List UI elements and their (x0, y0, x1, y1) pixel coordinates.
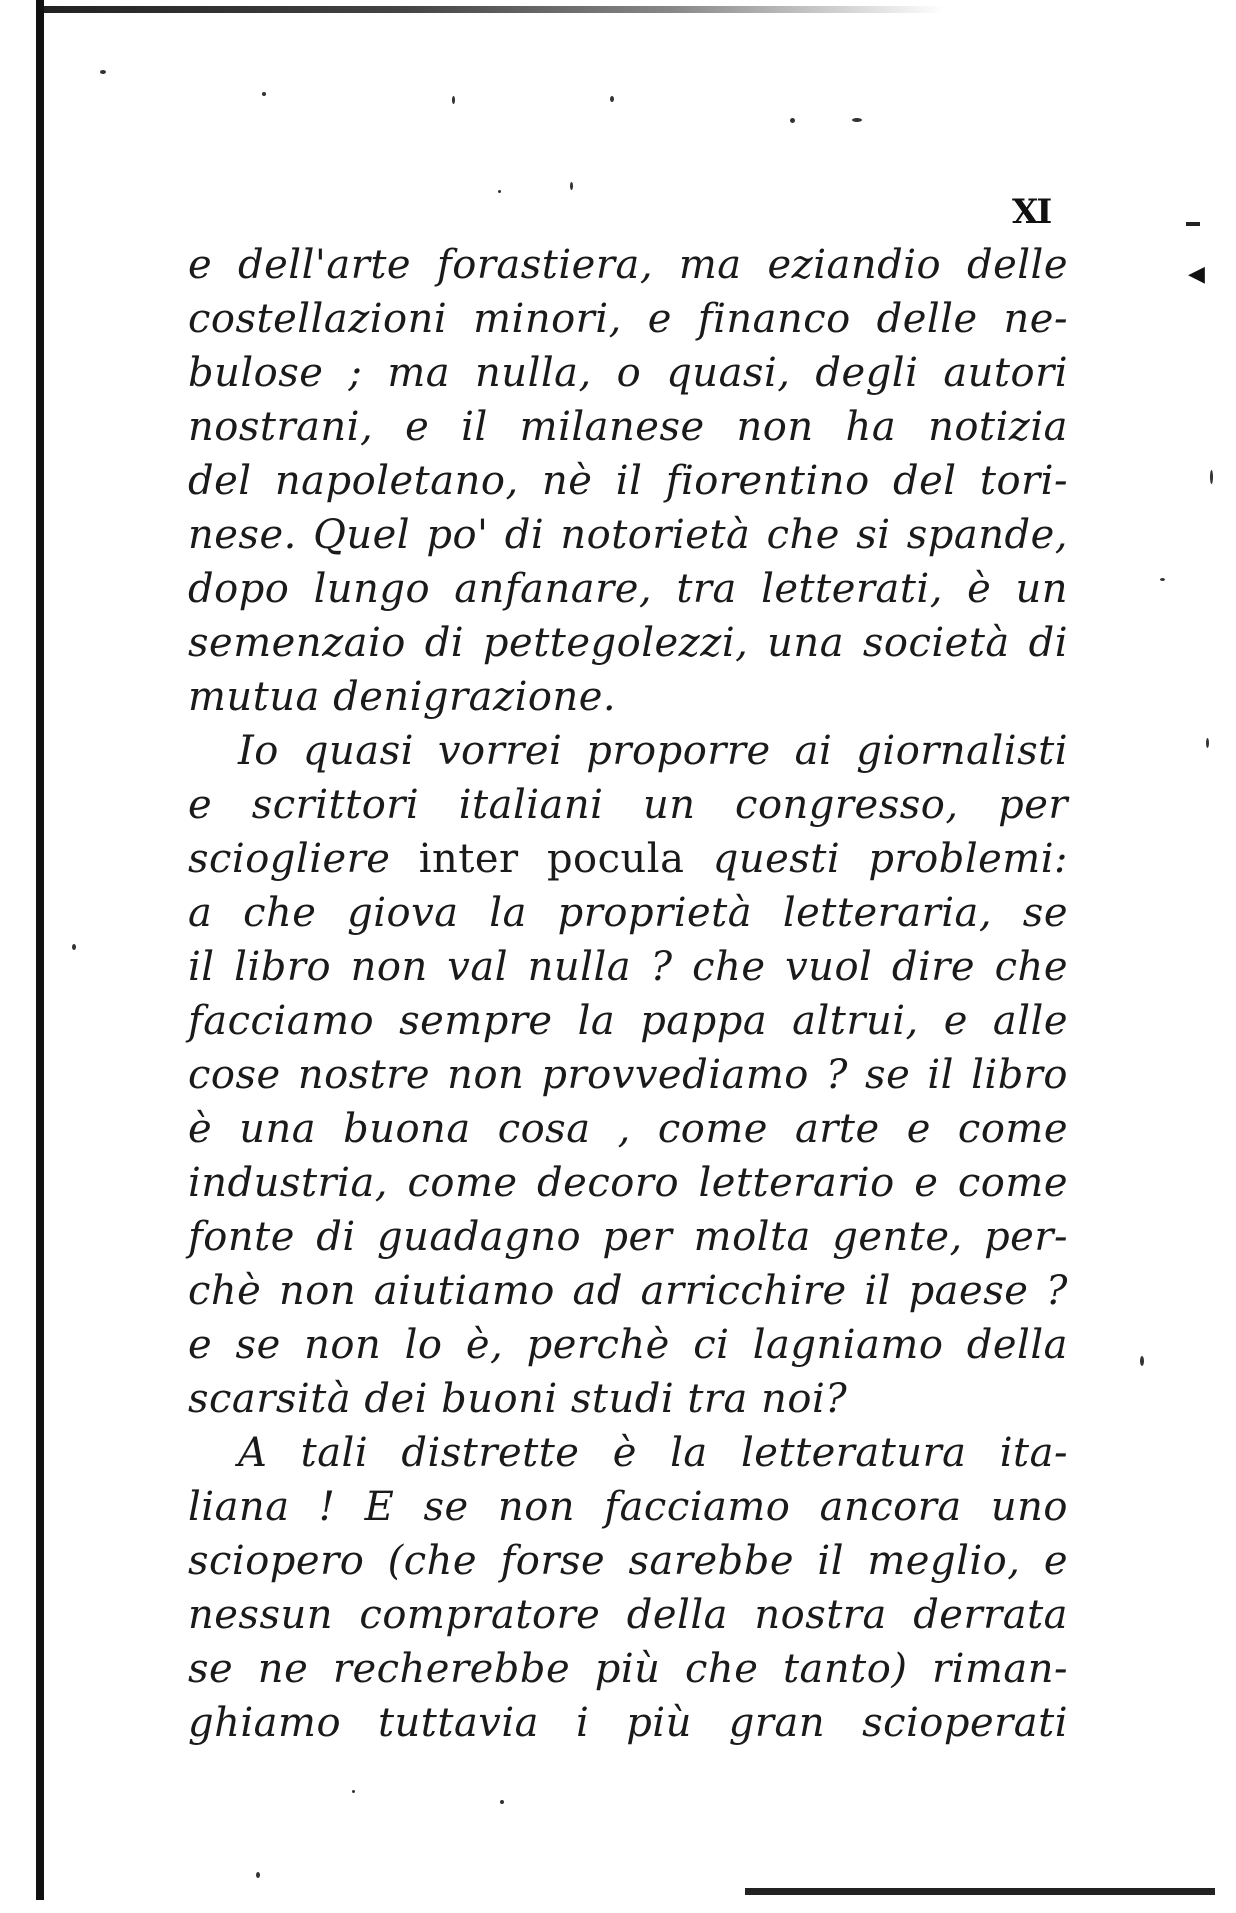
text-line: e dell'arte forastiera, ma eziandio delle (188, 242, 1068, 288)
text-line: è una buona cosa , come arte e come (188, 1106, 1068, 1152)
scan-speck (570, 182, 573, 190)
scan-speck (352, 1790, 355, 1793)
text-line: ghiamo tuttavia i più gran scioperati (188, 1700, 1068, 1746)
latin-phrase: inter pocula (418, 836, 685, 882)
scan-speck (1210, 470, 1213, 484)
text-line: a che giova la proprietà letteraria, se (188, 890, 1068, 936)
text-line: fonte di guadagno per molta gente, per- (188, 1214, 1068, 1260)
scan-speck (498, 190, 501, 193)
margin-dash (1186, 222, 1200, 226)
text-line: facciamo sempre la pappa altrui, e alle (188, 998, 1068, 1044)
text-line: cose nostre non provvediamo ? se il libro (188, 1052, 1068, 1098)
text-line: dopo lungo anfanare, tra letterati, è un (188, 566, 1068, 612)
text-line: liana ! E se non facciamo ancora uno (188, 1484, 1068, 1530)
scan-speck (1140, 1356, 1144, 1366)
text-line: il libro non val nulla ? che vuol dire che (188, 944, 1068, 990)
binding-edge (36, 0, 44, 1900)
text-line: costellazioni minori, e financo delle ne- (188, 296, 1068, 342)
text-fragment: sciogliere (188, 836, 391, 882)
text-fragment: questi problemi: (712, 836, 1068, 882)
scan-speck (610, 96, 614, 102)
body-text (188, 238, 1068, 1750)
margin-arrow-icon: ◀ (1188, 262, 1205, 287)
text-line: e scrittori italiani un congresso, per (188, 782, 1068, 828)
scan-speck (256, 1872, 260, 1878)
scan-speck (500, 1800, 504, 1804)
page-number: XI (1012, 192, 1051, 232)
text-line: Io quasi vorrei proporre ai giornalisti (238, 728, 1068, 774)
text-line-mixed (188, 832, 1068, 886)
bottom-scan-rule (745, 1888, 1215, 1895)
scan-speck (262, 92, 266, 96)
scan-speck (1160, 578, 1165, 581)
text-line: scarsità dei buoni studi tra noi? (188, 1376, 848, 1422)
scan-speck (852, 118, 862, 122)
text-line: nessun compratore della nostra derrata (188, 1592, 1068, 1638)
text-line: A tali distrette è la letteratura ita- (238, 1430, 1068, 1476)
text-line: se ne recherebbe più che tanto) riman- (188, 1646, 1068, 1692)
text-line: industria, come decoro letterario e come (188, 1160, 1068, 1206)
scan-speck (452, 96, 455, 104)
text-line: bulose ; ma nulla, o quasi, degli autori (188, 350, 1068, 396)
text-line: chè non aiutiamo ad arricchire il paese ? (188, 1268, 1068, 1314)
text-line: semenzaio di pettegolezzi, una società di (188, 620, 1068, 666)
text-line: sciopero (che forse sarebbe il meglio, e (188, 1538, 1068, 1584)
text-line: nostrani, e il milanese non ha notizia (188, 404, 1068, 450)
text-line: e se non lo è, perchè ci lagniamo della (188, 1322, 1068, 1368)
text-line: del napoletano, nè il fiorentino del tori- (188, 458, 1068, 504)
scan-speck (72, 944, 76, 950)
text-line: nese. Quel po' di notorietà che si spande, (188, 512, 1068, 558)
scan-speck (1206, 738, 1209, 748)
top-scan-smudge (44, 6, 944, 13)
text-line: mutua denigrazione. (188, 674, 617, 720)
scan-speck (790, 118, 795, 123)
scan-speck (100, 70, 106, 74)
